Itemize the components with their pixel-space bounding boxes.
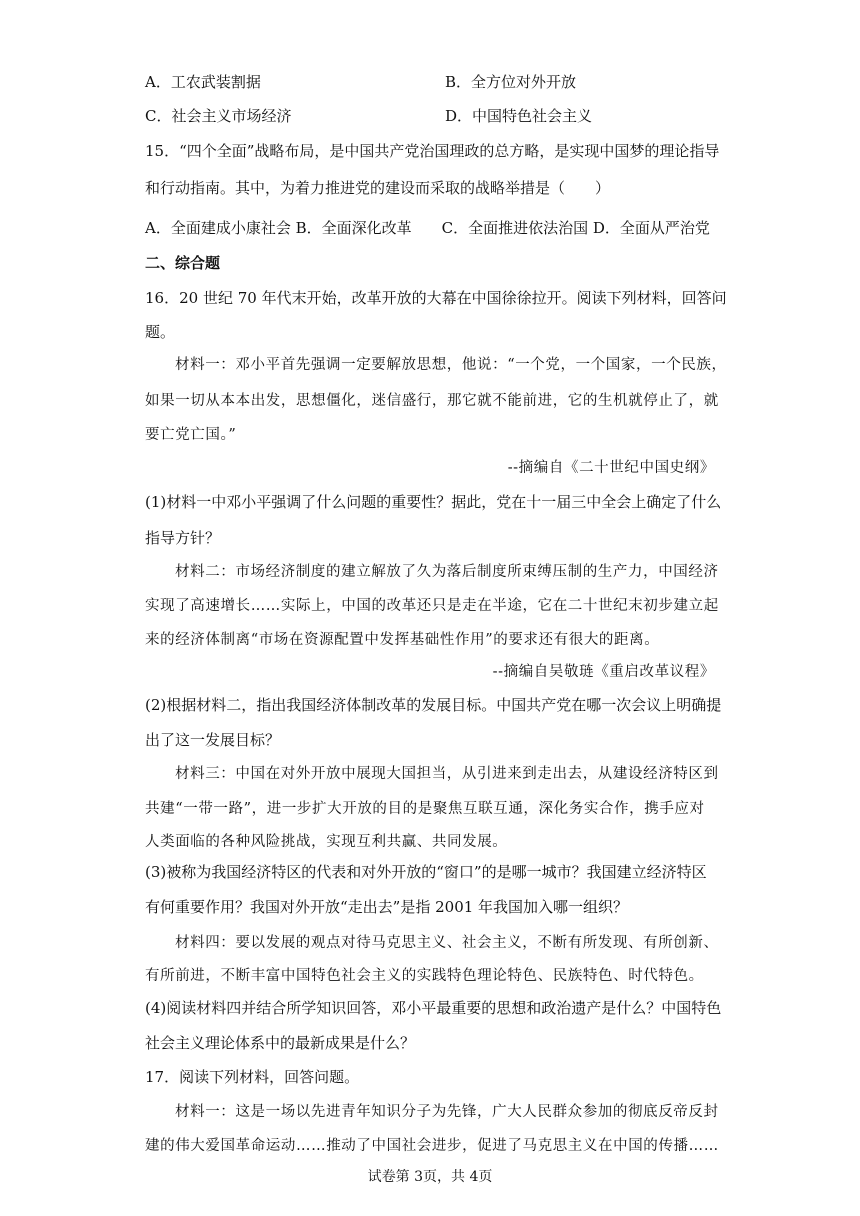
q16-subquestion1-line1: (1)材料一中邓小平强调了什么问题的重要性？据此，党在十一届三中全会上确定了什么	[145, 493, 722, 511]
q16-material2-line3: 来的经济体制离“市场在资源配置中发挥基础性作用”的要求还有很大的距离。	[145, 632, 660, 648]
section-title: 二、综合题	[145, 254, 221, 272]
q16-material2-line2: 实现了高速增长……实际上，中国的改革还只是走在半途，它在二十世纪末初步建立起	[145, 598, 719, 614]
page-footer: 试卷第 3页，共 4页	[367, 1169, 493, 1185]
q16-intro-line2: 题。	[145, 323, 176, 341]
q15-options: A．全面建成小康社会 B．全面深化改革 C．全面推进依法治国 D．全面从严治党	[145, 219, 710, 237]
q15-stem-line1: 15．“四个全面”战略布局，是中国共产党治国理政的总方略，是实现中国梦的理论指导	[145, 142, 720, 160]
q16-subquestion4-line2: 社会主义理论体系中的最新成果是什么？	[145, 1034, 416, 1052]
q16-material2-line1: 材料二：市场经济制度的建立解放了久为落后制度所束缚压制的生产力，中国经济	[175, 564, 719, 580]
q16-material4-line1: 材料四：要以发展的观点对待马克思主义、社会主义，不断有所发现、有所创新、	[175, 935, 719, 951]
q16-material1-source: --摘编自《二十世纪中国史纲》	[507, 460, 715, 476]
q14-option-a: A．工农武装割据	[145, 73, 261, 91]
q17-material1-line1: 材料一：这是一场以先进青年知识分子为先锋，广大人民群众参加的彻底反帝反封	[175, 1104, 719, 1120]
q16-material2-source: --摘编自吴敬琏《重启改革议程》	[492, 664, 715, 680]
q16-material1-line3: 要亡党亡国。”	[145, 427, 237, 443]
q14-option-d: D．中国特色社会主义	[445, 107, 593, 125]
q16-subquestion4-line1: (4)阅读材料四并结合所学知识回答，邓小平最重要的思想和政治遗产是什么？中国特色	[145, 999, 722, 1017]
q16-intro-line1: 16．20 世纪 70 年代末开始，改革开放的大幕在中国徐徐拉开。阅读下列材料，回答问	[145, 289, 727, 307]
q16-subquestion2-line2: 出了这一发展目标？	[145, 731, 281, 749]
q16-material4-line2: 有所前进，不断丰富中国特色社会主义的实践特色理论特色、民族特色、时代特色。	[145, 968, 704, 984]
q16-subquestion3-line2: 有何重要作用？我国对外开放“走出去”是指 2001 年我国加入哪一组织？	[145, 898, 629, 916]
q15-stem-line2: 和行动指南。其中，为着力推进党的建设而采取的战略举措是（ ）	[145, 179, 611, 197]
q17-intro: 17．阅读下列材料，回答问题。	[145, 1068, 360, 1086]
q16-subquestion1-line2: 指导方针？	[145, 529, 221, 547]
q14-option-b: B．全方位对外开放	[445, 73, 577, 91]
q16-material1-line1: 材料一：邓小平首先强调一定要解放思想，他说：“一个党，一个国家，一个民族，	[175, 357, 727, 373]
q16-material3-line2: 共建“一带一路”，进一步扩大开放的目的是聚焦互联互通，深化务实合作，携手应对	[145, 801, 705, 817]
q16-material3-line1: 材料三：中国在对外开放中展现大国担当，从引进来到走出去，从建设经济特区到	[175, 766, 719, 782]
q17-material1-line2: 建的伟大爱国革命运动……推动了中国社会进步，促进了马克思主义在中国的传播……	[145, 1138, 719, 1154]
q16-material3-line3: 人类面临的各种风险挑战，实现互利共赢、共同发展。	[145, 834, 508, 850]
q14-option-c: C．社会主义市场经济	[145, 107, 292, 125]
q16-subquestion3-line1: (3)被称为我国经济特区的代表和对外开放的“窗口”的是哪一城市？我国建立经济特区	[145, 863, 707, 881]
q16-material1-line2: 如果一切从本本出发，思想僵化，迷信盛行，那它就不能前进，它的生机就停止了，就	[145, 393, 719, 409]
q16-subquestion2-line1: (2)根据材料二，指出我国经济体制改革的发展目标。中国共产党在哪一次会议上明确提	[145, 696, 722, 714]
